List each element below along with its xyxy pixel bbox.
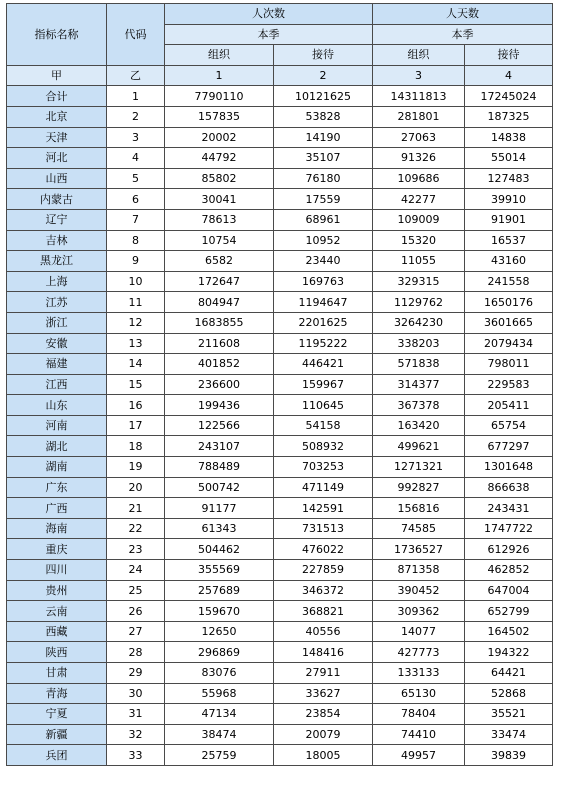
row-receive-person-days: 35521 <box>465 704 553 725</box>
row-organize-person-days: 74585 <box>373 518 465 539</box>
table-row <box>7 663 553 684</box>
row-name: 江西 <box>7 374 107 395</box>
row-organize-person-times: 257689 <box>165 580 274 601</box>
row-receive-person-times: 40556 <box>274 621 373 642</box>
row-organize-person-days: 27063 <box>373 127 465 148</box>
row-code: 13 <box>107 333 165 354</box>
table-row <box>7 580 553 601</box>
row-code: 10 <box>107 271 165 292</box>
row-organize-person-times: 47134 <box>165 704 274 725</box>
row-code: 5 <box>107 168 165 189</box>
row-receive-person-times: 76180 <box>274 168 373 189</box>
row-organize-person-times: 296869 <box>165 642 274 663</box>
row-organize-person-times: 199436 <box>165 395 274 416</box>
row-name: 广东 <box>7 477 107 498</box>
header-quarter-2: 本季 <box>373 24 553 45</box>
row-receive-person-days: 194322 <box>465 642 553 663</box>
header-col-number-2: 2 <box>274 65 373 86</box>
row-organize-person-days: 156816 <box>373 498 465 519</box>
row-name: 西藏 <box>7 621 107 642</box>
row-organize-person-times: 44792 <box>165 148 274 169</box>
row-receive-person-days: 229583 <box>465 374 553 395</box>
row-receive-person-days: 798011 <box>465 354 553 375</box>
statistics-table <box>6 3 553 766</box>
row-organize-person-days: 314377 <box>373 374 465 395</box>
row-organize-person-times: 355569 <box>165 560 274 581</box>
row-organize-person-times: 500742 <box>165 477 274 498</box>
row-organize-person-times: 236600 <box>165 374 274 395</box>
row-receive-person-days: 17245024 <box>465 86 553 107</box>
row-receive-person-times: 110645 <box>274 395 373 416</box>
row-receive-person-times: 14190 <box>274 127 373 148</box>
row-receive-person-days: 127483 <box>465 168 553 189</box>
table-row <box>7 86 553 107</box>
row-name: 湖北 <box>7 436 107 457</box>
table-row <box>7 354 553 375</box>
row-name: 甘肃 <box>7 663 107 684</box>
table-row <box>7 271 553 292</box>
row-receive-person-times: 2201625 <box>274 312 373 333</box>
row-organize-person-times: 788489 <box>165 457 274 478</box>
row-receive-person-days: 243431 <box>465 498 553 519</box>
row-organize-person-days: 15320 <box>373 230 465 251</box>
row-organize-person-days: 1271321 <box>373 457 465 478</box>
row-organize-person-times: 6582 <box>165 251 274 272</box>
row-organize-person-times: 10754 <box>165 230 274 251</box>
table-row <box>7 292 553 313</box>
row-receive-person-days: 65754 <box>465 415 553 436</box>
table-row <box>7 745 553 766</box>
table-row <box>7 415 553 436</box>
row-organize-person-days: 109009 <box>373 209 465 230</box>
row-organize-person-times: 1683855 <box>165 312 274 333</box>
row-receive-person-times: 68961 <box>274 209 373 230</box>
row-organize-person-days: 133133 <box>373 663 465 684</box>
row-receive-person-days: 612926 <box>465 539 553 560</box>
table-row <box>7 251 553 272</box>
row-organize-person-days: 309362 <box>373 601 465 622</box>
row-code: 32 <box>107 724 165 745</box>
row-receive-person-days: 1301648 <box>465 457 553 478</box>
row-name: 四川 <box>7 560 107 581</box>
row-code: 3 <box>107 127 165 148</box>
row-receive-person-days: 43160 <box>465 251 553 272</box>
table-row <box>7 457 553 478</box>
row-receive-person-times: 476022 <box>274 539 373 560</box>
row-code: 31 <box>107 704 165 725</box>
row-receive-person-days: 1747722 <box>465 518 553 539</box>
row-name: 上海 <box>7 271 107 292</box>
row-code: 8 <box>107 230 165 251</box>
row-code: 22 <box>107 518 165 539</box>
row-receive-person-days: 164502 <box>465 621 553 642</box>
row-name: 湖南 <box>7 457 107 478</box>
table-row <box>7 374 553 395</box>
table-row <box>7 560 553 581</box>
table-row <box>7 498 553 519</box>
row-receive-person-times: 508932 <box>274 436 373 457</box>
row-organize-person-days: 1736527 <box>373 539 465 560</box>
row-organize-person-days: 14311813 <box>373 86 465 107</box>
row-name: 重庆 <box>7 539 107 560</box>
table-row <box>7 209 553 230</box>
row-organize-person-days: 281801 <box>373 106 465 127</box>
row-receive-person-days: 652799 <box>465 601 553 622</box>
row-receive-person-days: 462852 <box>465 560 553 581</box>
row-name: 江苏 <box>7 292 107 313</box>
row-organize-person-days: 871358 <box>373 560 465 581</box>
row-receive-person-days: 52868 <box>465 683 553 704</box>
row-organize-person-times: 157835 <box>165 106 274 127</box>
row-name: 黑龙江 <box>7 251 107 272</box>
row-code: 29 <box>107 663 165 684</box>
table-row <box>7 724 553 745</box>
row-code: 15 <box>107 374 165 395</box>
table-row <box>7 333 553 354</box>
row-receive-person-days: 187325 <box>465 106 553 127</box>
row-receive-person-days: 677297 <box>465 436 553 457</box>
row-receive-person-days: 1650176 <box>465 292 553 313</box>
row-name: 青海 <box>7 683 107 704</box>
table-row <box>7 436 553 457</box>
header-person-days: 人天数 <box>373 4 553 25</box>
table-row <box>7 621 553 642</box>
header-receive-2: 接待 <box>465 45 553 66</box>
row-name: 内蒙古 <box>7 189 107 210</box>
row-name: 兵团 <box>7 745 107 766</box>
table-row <box>7 127 553 148</box>
row-receive-person-days: 39839 <box>465 745 553 766</box>
row-code: 27 <box>107 621 165 642</box>
table-row <box>7 168 553 189</box>
row-name: 新疆 <box>7 724 107 745</box>
row-organize-person-days: 1129762 <box>373 292 465 313</box>
row-name: 北京 <box>7 106 107 127</box>
row-organize-person-times: 804947 <box>165 292 274 313</box>
row-code: 25 <box>107 580 165 601</box>
table-row <box>7 601 553 622</box>
row-organize-person-times: 122566 <box>165 415 274 436</box>
row-code: 12 <box>107 312 165 333</box>
row-name: 云南 <box>7 601 107 622</box>
row-receive-person-times: 368821 <box>274 601 373 622</box>
row-code: 1 <box>107 86 165 107</box>
row-organize-person-times: 159670 <box>165 601 274 622</box>
row-organize-person-times: 172647 <box>165 271 274 292</box>
row-receive-person-times: 17559 <box>274 189 373 210</box>
row-organize-person-times: 55968 <box>165 683 274 704</box>
row-code: 28 <box>107 642 165 663</box>
row-receive-person-times: 142591 <box>274 498 373 519</box>
table-row <box>7 477 553 498</box>
row-name: 浙江 <box>7 312 107 333</box>
header-person-times: 人次数 <box>165 4 373 25</box>
row-organize-person-days: 42277 <box>373 189 465 210</box>
row-code: 17 <box>107 415 165 436</box>
row-organize-person-days: 390452 <box>373 580 465 601</box>
row-receive-person-times: 18005 <box>274 745 373 766</box>
row-code: 7 <box>107 209 165 230</box>
row-organize-person-times: 61343 <box>165 518 274 539</box>
row-organize-person-times: 85802 <box>165 168 274 189</box>
row-organize-person-times: 243107 <box>165 436 274 457</box>
row-receive-person-times: 23440 <box>274 251 373 272</box>
row-name: 贵州 <box>7 580 107 601</box>
header-row-4 <box>7 65 553 86</box>
row-code: 14 <box>107 354 165 375</box>
header-quarter-1: 本季 <box>165 24 373 45</box>
row-organize-person-days: 427773 <box>373 642 465 663</box>
row-name: 海南 <box>7 518 107 539</box>
table-row <box>7 148 553 169</box>
row-receive-person-days: 16537 <box>465 230 553 251</box>
row-receive-person-times: 227859 <box>274 560 373 581</box>
row-receive-person-times: 33627 <box>274 683 373 704</box>
row-name: 合计 <box>7 86 107 107</box>
row-organize-person-days: 338203 <box>373 333 465 354</box>
row-organize-person-times: 401852 <box>165 354 274 375</box>
row-code: 18 <box>107 436 165 457</box>
header-code: 代码 <box>107 4 165 66</box>
row-code: 30 <box>107 683 165 704</box>
row-receive-person-times: 1195222 <box>274 333 373 354</box>
row-organize-person-days: 367378 <box>373 395 465 416</box>
row-receive-person-days: 14838 <box>465 127 553 148</box>
row-name: 天津 <box>7 127 107 148</box>
row-organize-person-days: 571838 <box>373 354 465 375</box>
row-code: 20 <box>107 477 165 498</box>
row-receive-person-days: 64421 <box>465 663 553 684</box>
row-receive-person-times: 703253 <box>274 457 373 478</box>
row-organize-person-times: 7790110 <box>165 86 274 107</box>
header-col-label-yi: 乙 <box>107 65 165 86</box>
row-code: 26 <box>107 601 165 622</box>
row-organize-person-days: 3264230 <box>373 312 465 333</box>
row-receive-person-times: 20079 <box>274 724 373 745</box>
row-code: 23 <box>107 539 165 560</box>
row-receive-person-times: 10952 <box>274 230 373 251</box>
row-organize-person-days: 992827 <box>373 477 465 498</box>
row-organize-person-times: 504462 <box>165 539 274 560</box>
statistics-table-container <box>6 3 553 766</box>
row-receive-person-times: 159967 <box>274 374 373 395</box>
row-organize-person-times: 25759 <box>165 745 274 766</box>
row-organize-person-times: 211608 <box>165 333 274 354</box>
row-name: 安徽 <box>7 333 107 354</box>
table-row <box>7 539 553 560</box>
header-row-1 <box>7 4 553 25</box>
row-name: 山西 <box>7 168 107 189</box>
row-receive-person-days: 33474 <box>465 724 553 745</box>
row-receive-person-days: 647004 <box>465 580 553 601</box>
row-receive-person-days: 241558 <box>465 271 553 292</box>
row-name: 河南 <box>7 415 107 436</box>
row-organize-person-times: 78613 <box>165 209 274 230</box>
row-organize-person-days: 163420 <box>373 415 465 436</box>
row-receive-person-days: 55014 <box>465 148 553 169</box>
row-receive-person-times: 27911 <box>274 663 373 684</box>
row-code: 24 <box>107 560 165 581</box>
row-organize-person-days: 499621 <box>373 436 465 457</box>
row-organize-person-days: 329315 <box>373 271 465 292</box>
row-receive-person-times: 446421 <box>274 354 373 375</box>
row-organize-person-days: 14077 <box>373 621 465 642</box>
row-receive-person-days: 205411 <box>465 395 553 416</box>
row-organize-person-times: 38474 <box>165 724 274 745</box>
header-col-number-1: 1 <box>165 65 274 86</box>
header-receive-1: 接待 <box>274 45 373 66</box>
row-receive-person-days: 2079434 <box>465 333 553 354</box>
row-code: 33 <box>107 745 165 766</box>
row-organize-person-days: 109686 <box>373 168 465 189</box>
table-row <box>7 230 553 251</box>
row-organize-person-times: 30041 <box>165 189 274 210</box>
row-receive-person-times: 53828 <box>274 106 373 127</box>
table-row <box>7 683 553 704</box>
row-code: 19 <box>107 457 165 478</box>
row-name: 河北 <box>7 148 107 169</box>
row-name: 山东 <box>7 395 107 416</box>
row-receive-person-times: 35107 <box>274 148 373 169</box>
row-receive-person-times: 10121625 <box>274 86 373 107</box>
header-col-label-jia: 甲 <box>7 65 107 86</box>
row-receive-person-days: 91901 <box>465 209 553 230</box>
row-name: 陕西 <box>7 642 107 663</box>
table-row <box>7 704 553 725</box>
row-organize-person-times: 83076 <box>165 663 274 684</box>
row-name: 广西 <box>7 498 107 519</box>
header-col-number-4: 4 <box>465 65 553 86</box>
row-receive-person-times: 731513 <box>274 518 373 539</box>
row-organize-person-days: 11055 <box>373 251 465 272</box>
table-row <box>7 395 553 416</box>
row-receive-person-days: 39910 <box>465 189 553 210</box>
row-organize-person-days: 65130 <box>373 683 465 704</box>
header-col-number-3: 3 <box>373 65 465 86</box>
row-organize-person-days: 78404 <box>373 704 465 725</box>
row-organize-person-days: 74410 <box>373 724 465 745</box>
row-code: 9 <box>107 251 165 272</box>
row-code: 21 <box>107 498 165 519</box>
table-row <box>7 106 553 127</box>
row-name: 宁夏 <box>7 704 107 725</box>
row-code: 4 <box>107 148 165 169</box>
row-receive-person-times: 346372 <box>274 580 373 601</box>
row-receive-person-times: 1194647 <box>274 292 373 313</box>
row-organize-person-days: 91326 <box>373 148 465 169</box>
row-receive-person-days: 3601665 <box>465 312 553 333</box>
row-receive-person-times: 471149 <box>274 477 373 498</box>
row-code: 16 <box>107 395 165 416</box>
row-name: 吉林 <box>7 230 107 251</box>
row-receive-person-times: 148416 <box>274 642 373 663</box>
table-row <box>7 312 553 333</box>
row-organize-person-times: 20002 <box>165 127 274 148</box>
table-row <box>7 189 553 210</box>
row-organize-person-days: 49957 <box>373 745 465 766</box>
row-name: 福建 <box>7 354 107 375</box>
header-organize-1: 组织 <box>165 45 274 66</box>
row-code: 6 <box>107 189 165 210</box>
header-indicator-name: 指标名称 <box>7 4 107 66</box>
row-name: 辽宁 <box>7 209 107 230</box>
row-receive-person-days: 866638 <box>465 477 553 498</box>
table-row <box>7 518 553 539</box>
row-receive-person-times: 169763 <box>274 271 373 292</box>
row-receive-person-times: 23854 <box>274 704 373 725</box>
row-organize-person-times: 12650 <box>165 621 274 642</box>
row-receive-person-times: 54158 <box>274 415 373 436</box>
row-organize-person-times: 91177 <box>165 498 274 519</box>
row-code: 11 <box>107 292 165 313</box>
table-row <box>7 642 553 663</box>
row-code: 2 <box>107 106 165 127</box>
header-organize-2: 组织 <box>373 45 465 66</box>
